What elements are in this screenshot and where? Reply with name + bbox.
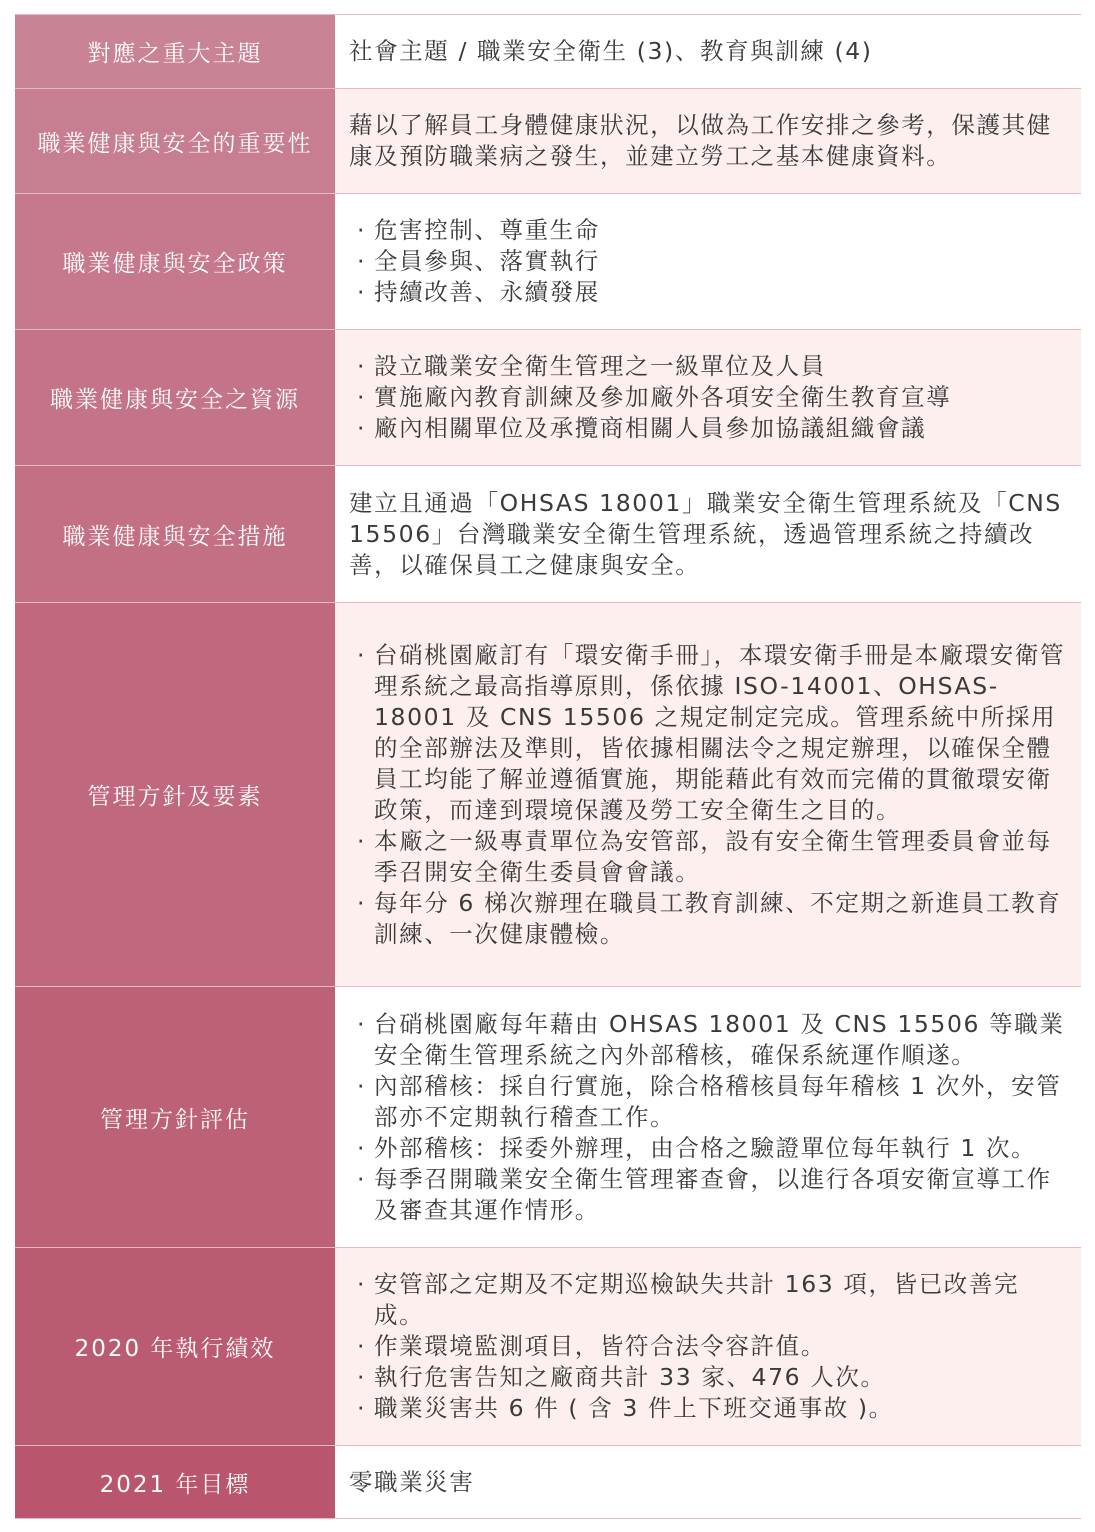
bullet-dot: · [356,1071,367,1100]
bullet-item [349,1009,1067,1071]
bullet-item [349,382,1067,413]
bullet-text: 職業災害共 6 件 ( 含 3 件上下班交通事故 )。 [374,1394,894,1422]
osh-table [15,14,1081,1519]
bullet-dot: · [356,1164,367,1193]
bullet-text: 廠內相關單位及承攬商相關人員參加協議組織會議 [374,414,927,442]
row-label: 職業健康與安全的重要性 [15,89,335,193]
table-row [15,330,1081,466]
bullet-item [349,826,1067,888]
bullet-text: 持續改善、永續發展 [374,278,600,306]
bullet-dot: · [356,414,367,442]
row-label: 管理方針評估 [15,987,335,1247]
bullet-text: 作業環境監測項目，皆符合法令容許值。 [374,1332,826,1360]
bullet-text: 安管部之定期及不定期巡檢缺失共計 163 項，皆已改善完成。 [374,1270,1020,1329]
row-content [335,466,1081,602]
bullet-text: 台硝桃園廠訂有「環安衛手冊」，本環安衛手冊是本廠環安衛管理系統之最高指導原則，係依據 ISO-14001、OHSAS-18001 及 CNS 15506 之規定制定完成。管理系統中所採用的全部辦法及準則，皆依據相關法令之規定辦理，以確保全體員工均能了解並遵循實施，期能藉此有效而完備的貫徹環安衛政策，而達到環境保護及勞工安全衛生之目的。 [374,640,1066,824]
bullet-text: 危害控制、尊重生命 [374,216,600,244]
bullet-item [349,640,1067,826]
bullet-text: 台硝桃園廠每年藉由 OHSAS 18001 及 CNS 15506 等職業安全衛生管理系統之內外部稽核，確保系統運作順遂。 [374,1009,1065,1069]
table-row [15,1248,1081,1446]
row-content [335,603,1081,986]
table-row [15,987,1081,1248]
bullet-dot: · [356,640,367,669]
bullet-item [349,1133,1067,1164]
row-label: 2021 年目標 [15,1446,335,1518]
bullet-dot: · [356,1332,367,1360]
row-content [335,15,1081,88]
bullet-text: 本廠之一級專責單位為安管部，設有安全衛生管理委員會並每季召開安全衛生委員會會議。 [374,826,1052,886]
row-content [335,1248,1081,1445]
bullet-item [349,1393,1067,1424]
row-content [335,1446,1081,1518]
row-paragraph: 零職業災害 [349,1467,475,1496]
bullet-item [349,351,1067,382]
bullet-dot: · [356,352,367,380]
bullet-item [349,1071,1067,1133]
bullet-text: 全員參與、落實執行 [374,247,600,275]
row-content [335,194,1081,329]
bullet-text: 外部稽核：採委外辦理，由合格之驗證單位每年執行 1 次。 [374,1133,1037,1162]
row-paragraph: 建立且通過「OHSAS 18001」職業安全衛生管理系統及「CNS 15506」台灣職業安全衛生管理系統，透過管理系統之持續改善，以確保員工之健康與安全。 [349,488,1062,579]
bullet-dot: · [356,216,367,244]
bullet-item [349,1362,1067,1393]
row-content [335,89,1081,193]
bullet-item [349,1269,1067,1331]
table-row [15,466,1081,603]
bullet-text: 執行危害告知之廠商共計 33 家、476 人次。 [374,1363,886,1391]
row-label: 管理方針及要素 [15,603,335,986]
row-paragraph: 藉以了解員工身體健康狀況，以做為工作安排之參考，保護其健康及預防職業病之發生，並建立勞工之基本健康資料。 [349,111,1052,170]
table-row [15,89,1081,194]
bullet-text: 每年分 6 梯次辦理在職員工教育訓練、不定期之新進員工教育訓練、一次健康體檢。 [374,888,1062,948]
bullet-dot: · [356,1270,367,1298]
row-label: 職業健康與安全政策 [15,194,335,329]
bullet-text: 實施廠內教育訓練及參加廠外各項安全衛生教育宣導 [374,383,952,411]
table-row [15,194,1081,330]
bullet-text: 設立職業安全衛生管理之一級單位及人員 [374,352,826,380]
bullet-item [349,277,1067,308]
bullet-dot: · [356,826,367,855]
bullet-dot: · [356,278,367,306]
bullet-dot: · [356,1009,367,1038]
table-row [15,14,1081,89]
bullet-item [349,215,1067,246]
row-label: 對應之重大主題 [15,15,335,88]
bullet-item [349,1164,1067,1226]
bullet-item [349,1331,1067,1362]
row-label: 2020 年執行績效 [15,1248,335,1445]
bullet-dot: · [356,1133,367,1162]
bullet-item [349,413,1067,444]
bullet-dot: · [356,1394,367,1422]
row-content [335,987,1081,1247]
bullet-text: 內部稽核：採自行實施，除合格稽核員每年稽核 1 次外，安管部亦不定期執行稽查工作。 [374,1071,1062,1131]
table-row [15,603,1081,987]
table-row [15,1446,1081,1519]
bullet-text: 每季召開職業安全衛生管理審查會，以進行各項安衛宣導工作及審查其運作情形。 [374,1164,1052,1224]
row-label: 職業健康與安全措施 [15,466,335,602]
row-paragraph: 社會主題 / 職業安全衛生 (3)、教育與訓練 (4) [349,37,873,65]
bullet-dot: · [356,1363,367,1391]
row-content [335,330,1081,465]
bullet-dot: · [356,247,367,275]
bullet-dot: · [356,888,367,917]
bullet-dot: · [356,383,367,411]
bullet-item [349,888,1067,950]
row-label: 職業健康與安全之資源 [15,330,335,465]
bullet-item [349,246,1067,277]
